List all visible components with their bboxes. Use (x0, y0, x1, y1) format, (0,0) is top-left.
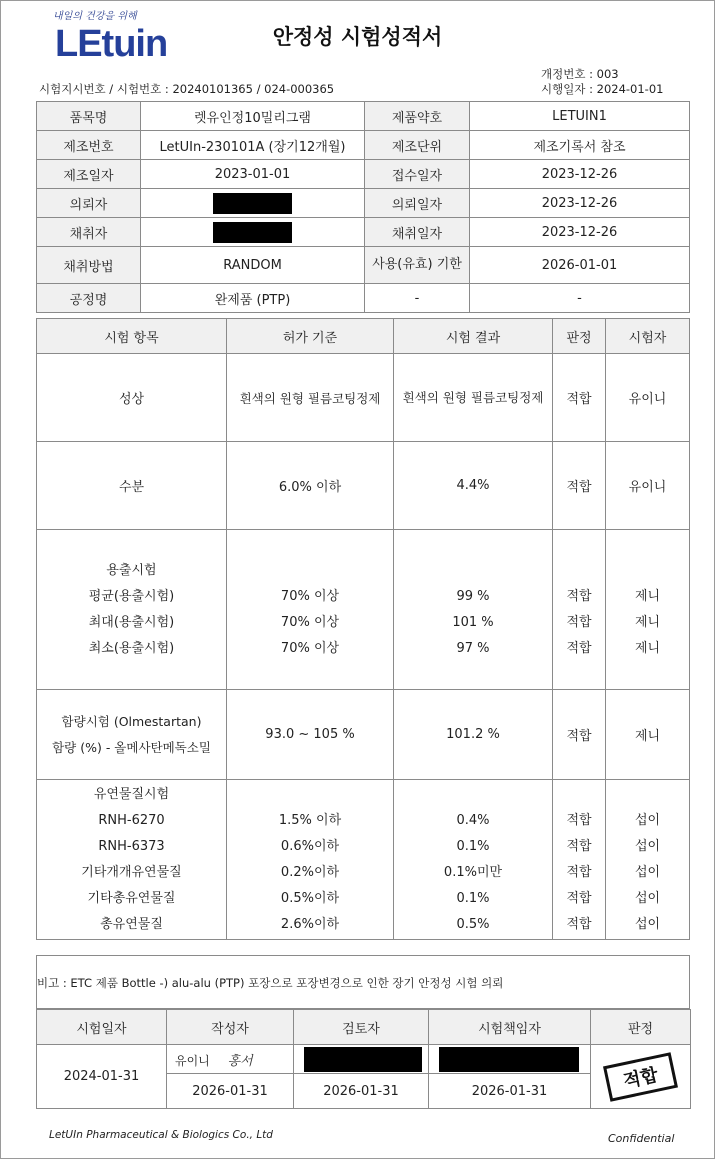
result: 0.1% (456, 890, 490, 906)
header-tester: 시험자 (606, 319, 690, 354)
spec-group (227, 780, 394, 940)
test-item: 기타총유연물질 (87, 890, 176, 906)
result: 101 % (452, 614, 494, 630)
result-group (394, 530, 553, 690)
header-result: 시험 결과 (394, 319, 553, 354)
judgement-group (553, 780, 606, 940)
table-row (37, 442, 690, 530)
unit-label: 제조단위 (365, 131, 470, 160)
test-item: 기타개개유연물질 (81, 864, 182, 880)
tester: 섭이 (634, 864, 661, 880)
requester (141, 189, 365, 218)
empty-cell: - (470, 284, 690, 313)
result: 101.2 % (394, 690, 553, 780)
judgement: 적합 (566, 890, 592, 906)
logo-brand: LEtuin (55, 23, 168, 65)
revision-number: 개정번호 : 003 (541, 67, 619, 81)
tester-group (606, 780, 690, 940)
spec: 2.6%이하 (280, 916, 340, 932)
pass-stamp: 적합 (603, 1052, 678, 1102)
expiry-date: 2026-01-01 (470, 247, 690, 284)
reviewer-cell (294, 1045, 429, 1074)
result: 0.4% (456, 812, 490, 828)
header-judgement: 판정 (591, 1010, 691, 1045)
test-results-table (36, 318, 690, 940)
test-item-group (37, 530, 227, 690)
process-name: 완제품 (PTP) (141, 284, 365, 313)
test-item: 평균(용출시험) (88, 588, 175, 604)
judgement: 적합 (566, 864, 592, 880)
result: 0.1%미만 (443, 864, 503, 880)
abbr: LETUIN1 (470, 102, 690, 131)
test-item: 최소(용출시험) (88, 640, 175, 656)
author-date: 2026-01-31 (167, 1074, 294, 1109)
supervisor-cell (429, 1045, 591, 1074)
test-item: 총유연물질 (100, 916, 163, 932)
header-test-date: 시험일자 (37, 1010, 167, 1045)
tester: 제니 (606, 690, 690, 780)
judgement: 적합 (566, 640, 592, 656)
remark-box: 비고 : ETC 제품 Bottle -) alu-alu (PTP) 포장으로 포장변경으로 인한 장기 안정성 시험 의뢰 (36, 955, 690, 1009)
mfg-date-label: 제조일자 (37, 160, 141, 189)
tester: 유이니 (606, 442, 690, 530)
lot-number: LetUIn-230101A (장기12개월) (141, 131, 365, 160)
header-test-item: 시험 항목 (37, 319, 227, 354)
table-row (37, 780, 690, 940)
test-item (37, 690, 227, 780)
redaction-block (439, 1047, 579, 1072)
judgement: 적합 (553, 690, 606, 780)
tester: 섭이 (634, 838, 661, 854)
spec-group (227, 530, 394, 690)
receipt-date-label: 접수일자 (365, 160, 470, 189)
signoff-table (36, 1009, 691, 1109)
author-signature: 홍서 (227, 1053, 253, 1069)
spec: 0.5%이하 (280, 890, 340, 906)
tester-group (606, 530, 690, 690)
result: 0.1% (456, 838, 490, 854)
redaction-block (213, 222, 292, 243)
process-label: 공정명 (37, 284, 141, 313)
result-group (394, 780, 553, 940)
supervisor-date: 2026-01-31 (429, 1074, 591, 1109)
lot-label: 제조번호 (37, 131, 141, 160)
test-item: 수분 (37, 442, 227, 530)
test-item-group (37, 780, 227, 940)
judgement: 적합 (566, 838, 592, 854)
header-judgement: 판정 (553, 319, 606, 354)
header-spec: 허가 기준 (227, 319, 394, 354)
product-name: 렛유인정10밀리그램 (141, 102, 365, 131)
group-title: 유연물질시험 (93, 786, 170, 802)
product-info-table (36, 101, 690, 313)
manufacturing-unit: 제조기록서 참조 (470, 131, 690, 160)
judgement: 적합 (566, 588, 592, 604)
assay-item: 함량시험 (Olmestartan) (61, 713, 202, 729)
tester: 제니 (634, 640, 661, 656)
test-item: RNH-6270 (98, 812, 165, 828)
redaction-block (213, 193, 292, 214)
spec: 6.0% 이하 (227, 442, 394, 530)
result: 97 % (456, 640, 490, 656)
method-label: 채취방법 (37, 247, 141, 284)
request-date-label: 의뢰일자 (365, 189, 470, 218)
author-cell (167, 1045, 294, 1074)
tester: 제니 (634, 614, 661, 630)
result: 0.5% (456, 916, 490, 932)
judgement: 적합 (566, 916, 592, 932)
judgement: 적합 (566, 614, 592, 630)
table-row (37, 690, 690, 780)
test-number: 시험지시번호 / 시험번호 : 20240101365 / 024-000365 (39, 82, 335, 96)
request-date: 2023-12-26 (470, 189, 690, 218)
sampler-label: 채취자 (37, 218, 141, 247)
sampling-method: RANDOM (141, 247, 365, 284)
mfg-date: 2023-01-01 (141, 160, 365, 189)
spec: 70% 이상 (280, 614, 340, 630)
group-title: 용출시험 (106, 562, 157, 578)
issue-date: 시행일자 : 2024-01-01 (541, 82, 664, 96)
table-row (37, 354, 690, 442)
revision-info (541, 67, 663, 97)
test-date: 2024-01-31 (37, 1045, 167, 1109)
tester: 섭이 (634, 812, 661, 828)
tester: 유이니 (606, 354, 690, 442)
redaction-block (304, 1047, 422, 1072)
header-reviewer: 검토자 (294, 1010, 429, 1045)
result: 4.4% (394, 442, 553, 530)
tester: 제니 (634, 588, 661, 604)
spec: 93.0 ~ 105 % (227, 690, 394, 780)
spec: 70% 이상 (280, 588, 340, 604)
test-item: 최대(용출시험) (88, 614, 175, 630)
sampler (141, 218, 365, 247)
test-item: RNH-6373 (98, 838, 165, 854)
judgement: 적합 (553, 354, 606, 442)
requester-label: 의뢰자 (37, 189, 141, 218)
confidential-label: Confidential (608, 1132, 675, 1145)
logo-tagline: 내일의 건강을 위해 (53, 11, 137, 22)
judgement-group (553, 530, 606, 690)
tester: 섭이 (634, 890, 661, 906)
company-name: LetUIn Pharmaceutical & Biologics Co., Ltd (49, 1129, 273, 1141)
empty-cell: - (365, 284, 470, 313)
table-row (37, 530, 690, 690)
result: 99 % (456, 588, 490, 604)
header-author: 작성자 (167, 1010, 294, 1045)
header-supervisor: 시험책임자 (429, 1010, 591, 1045)
spec: 흰색의 원형 필름코팅정제 (227, 354, 394, 442)
judgement: 적합 (566, 812, 592, 828)
spec: 0.2%이하 (280, 864, 340, 880)
reviewer-date: 2026-01-31 (294, 1074, 429, 1109)
assay-item-detail: 함량 (%) - 올메사탄메독소밀 (52, 739, 211, 755)
author-name: 유이니 (175, 1053, 210, 1068)
receipt-date: 2023-12-26 (470, 160, 690, 189)
sample-date: 2023-12-26 (470, 218, 690, 247)
test-item: 성상 (37, 354, 227, 442)
spec: 70% 이상 (280, 640, 340, 656)
expiry-label: 사용(유효) 기한 (365, 247, 470, 284)
abbr-label: 제품약호 (365, 102, 470, 131)
page-title: 안정성 시험성적서 (272, 25, 443, 49)
tester: 섭이 (634, 916, 661, 932)
spec: 0.6%이하 (280, 838, 340, 854)
product-name-label: 품목명 (37, 102, 141, 131)
result: 흰색의 원형 필름코팅정제 (394, 354, 553, 442)
judgement: 적합 (553, 442, 606, 530)
spec: 1.5% 이하 (278, 812, 342, 828)
final-judgement (591, 1045, 691, 1109)
sample-date-label: 채취일자 (365, 218, 470, 247)
